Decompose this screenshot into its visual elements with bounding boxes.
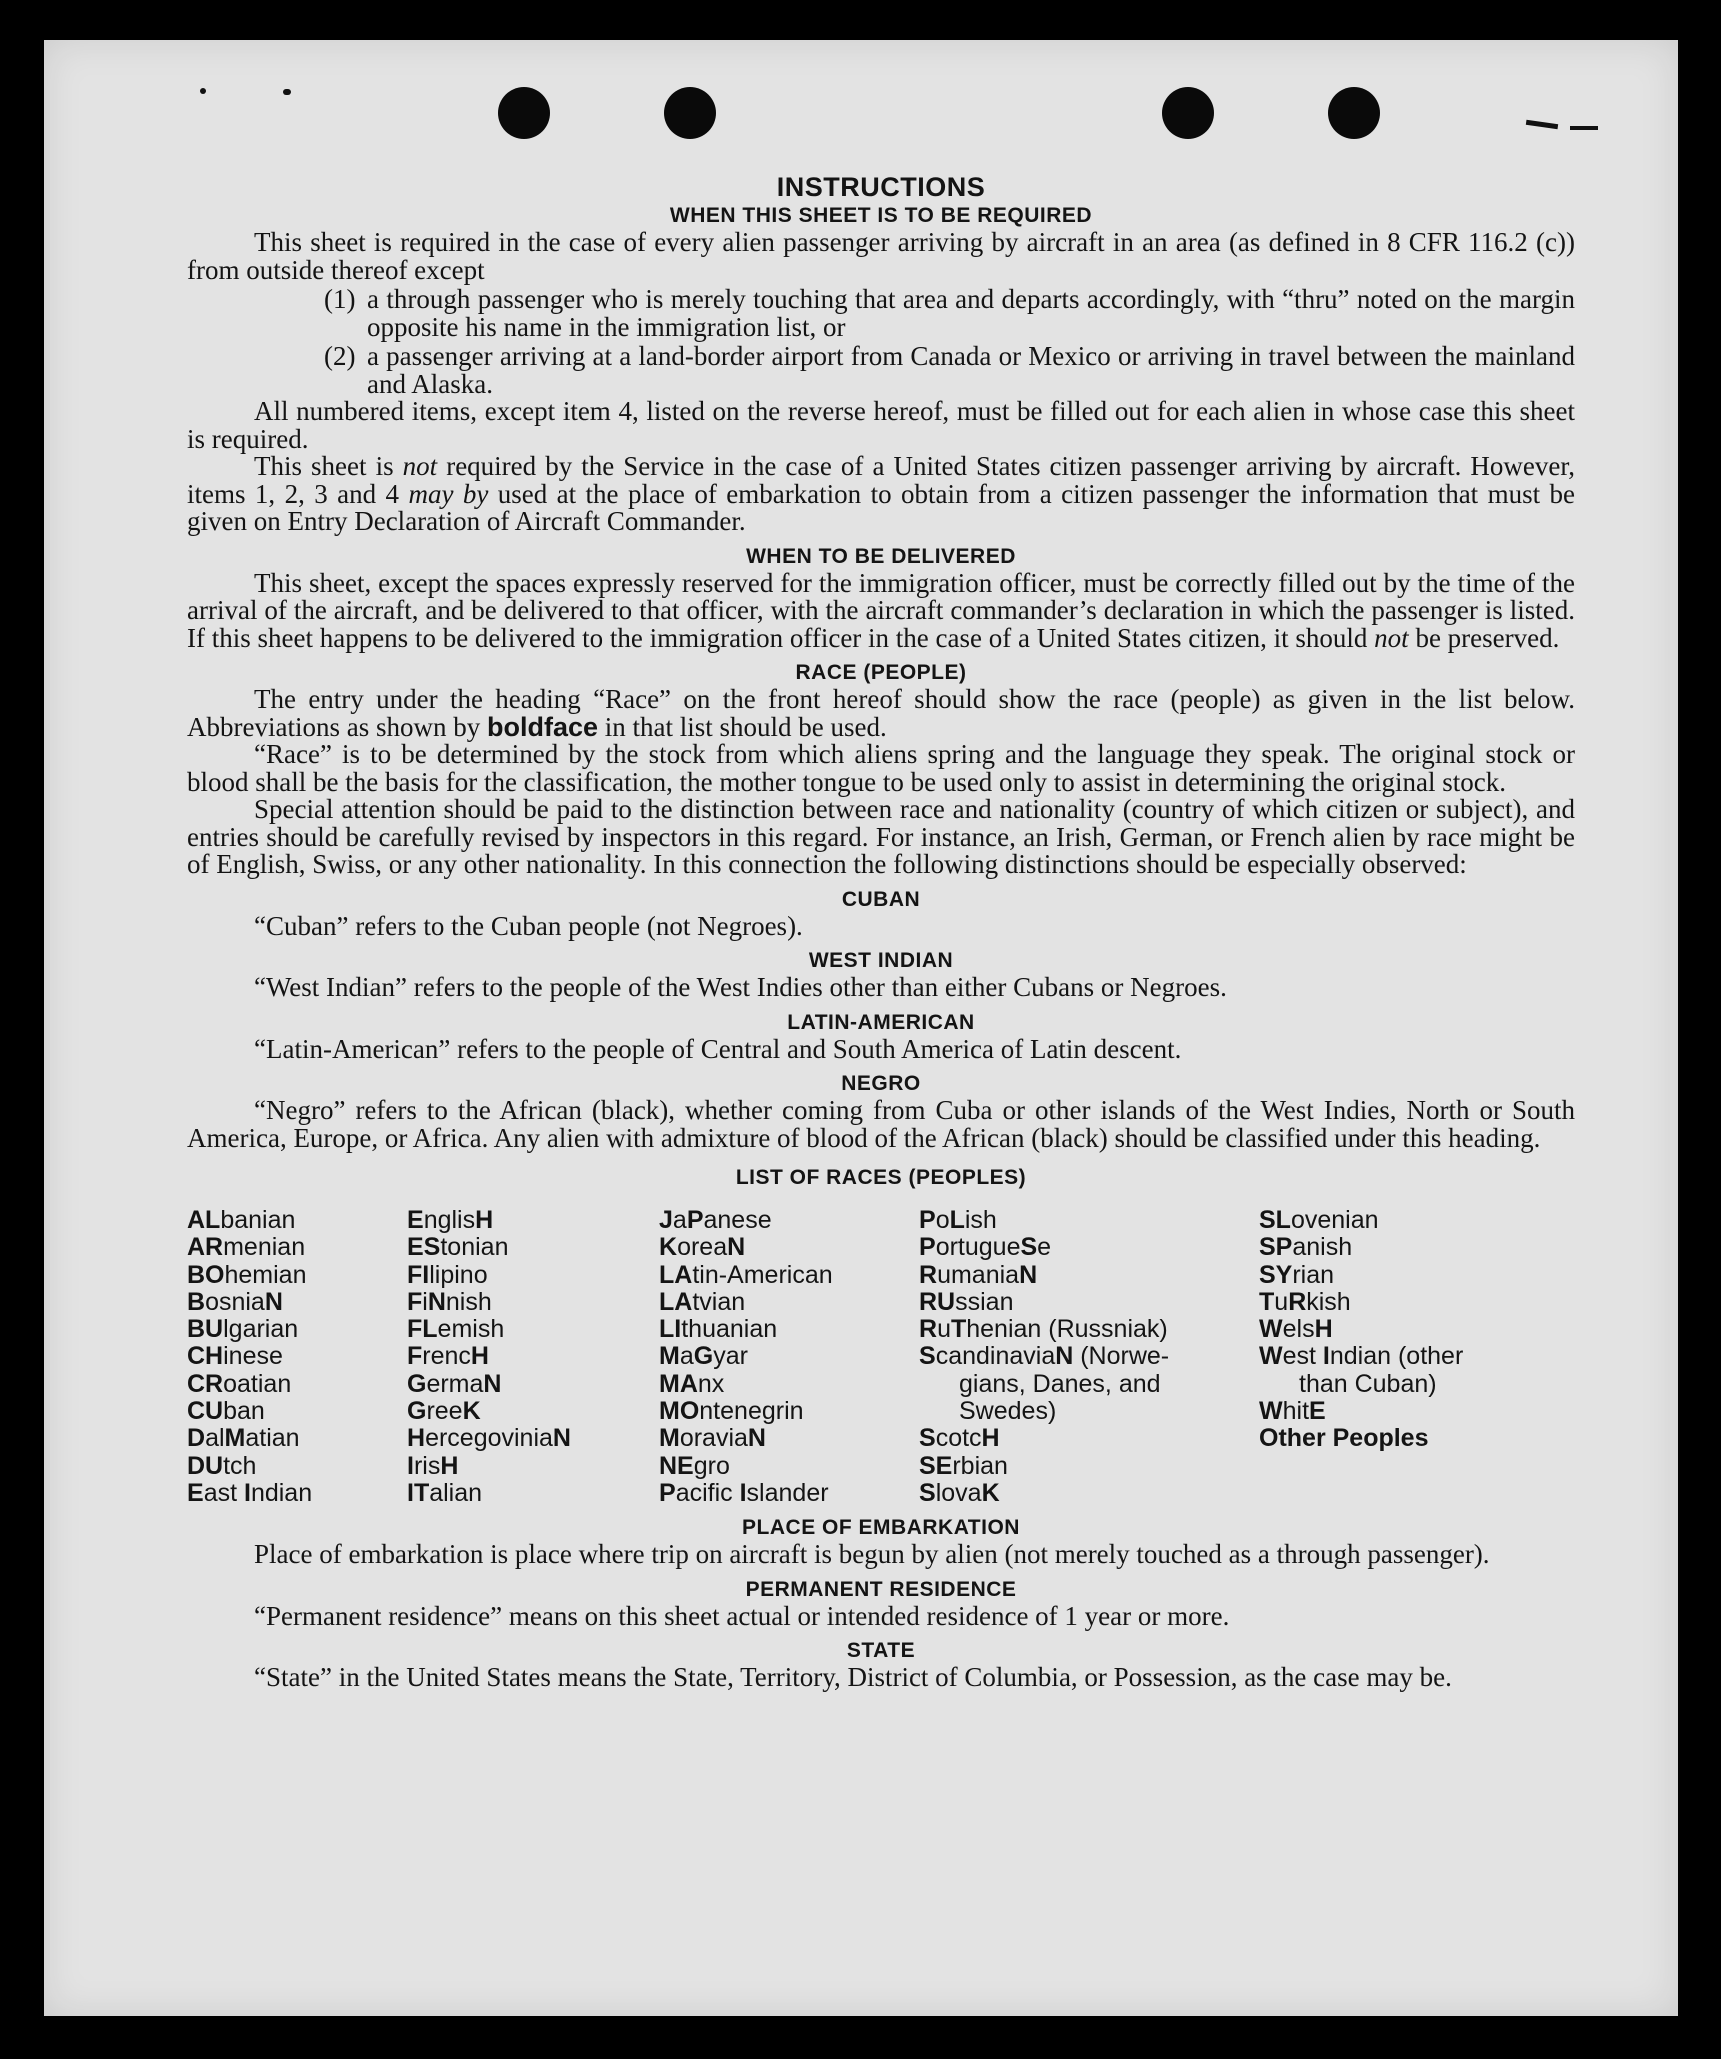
race-abbrev: MO (659, 1397, 700, 1426)
race-abbrev: H (407, 1424, 426, 1453)
page-title: INSTRUCTIONS (776, 172, 986, 202)
race-text: than Cuban) (1299, 1369, 1437, 1398)
paragraph: “West Indian” refers to the people of the West Indies other than either Cubans or Negroes. (254, 972, 1227, 1002)
race-abbrev: M (224, 1424, 246, 1453)
race-abbrev: I (739, 1478, 747, 1507)
race-text: ovenian (1290, 1206, 1379, 1234)
race-text: ortugue (935, 1233, 1021, 1262)
race-abbrev: R (1288, 1287, 1307, 1316)
race-text: hemian (224, 1260, 307, 1289)
race-abbrev: IT (407, 1478, 430, 1507)
race-abbrev: N (727, 1233, 746, 1262)
race-entry (919, 1453, 1259, 1480)
paragraph: “Negro” refers to the African (black), whether coming from Cuba or other islands of the West Indies, North or South America, Europe, or Africa. Any alien with admixture of blood of the African (black) should be classified under this heading. (187, 1095, 1575, 1153)
race-abbrev: W (1259, 1342, 1283, 1371)
race-text: emish (437, 1315, 505, 1344)
race-abbrev: BU (187, 1315, 224, 1344)
race-entry (407, 1262, 659, 1289)
race-abbrev: S (919, 1342, 936, 1371)
race-abbrev: I (243, 1478, 251, 1507)
race-abbrev: NE (659, 1451, 694, 1480)
race-entry (659, 1453, 919, 1480)
race-abbrev: K (659, 1233, 678, 1262)
race-text: els (1282, 1315, 1315, 1344)
race-abbrev: F (407, 1260, 423, 1289)
race-abbrev: T (950, 1315, 967, 1344)
race-text: slander (746, 1478, 829, 1507)
race-abbrev: S (1020, 1233, 1038, 1262)
race-text: yar (713, 1342, 748, 1371)
race-text: lova (935, 1478, 982, 1507)
race-text: oatian (223, 1369, 292, 1398)
race-text: lipino (429, 1260, 488, 1289)
race-abbrev: K (462, 1397, 481, 1426)
race-abbrev: E (407, 1206, 424, 1234)
race-entry (919, 1262, 1259, 1289)
race-text: ercegovinia (425, 1424, 553, 1453)
ink-mark (200, 88, 206, 94)
race-abbrev: N (1055, 1342, 1074, 1371)
paragraph: All numbered items, except item 4, listed on the reverse hereof, must be filled out for each alien in whose case this sheet is required. (187, 396, 1575, 454)
race-entry (407, 1371, 659, 1398)
race-abbrev: ES (407, 1233, 441, 1262)
document-sheet (44, 40, 1678, 2016)
text-run: be preserved. (1408, 622, 1560, 653)
paragraph (187, 567, 1575, 653)
race-text: e (1037, 1233, 1052, 1262)
section-heading: LIST OF RACES (PEOPLES) (735, 1166, 1027, 1189)
race-entry (659, 1207, 919, 1234)
race-text: ree (426, 1397, 463, 1426)
race-text: u (1274, 1287, 1289, 1316)
race-text: ssian (955, 1287, 1014, 1316)
race-entry (1259, 1425, 1575, 1452)
race-text: umania (937, 1260, 1020, 1289)
race-text: candinavia (935, 1342, 1056, 1371)
race-text: rian (1292, 1260, 1335, 1289)
race-entry (1259, 1289, 1575, 1316)
race-text: alian (429, 1478, 483, 1507)
race-entry (659, 1398, 919, 1425)
race-abbrev: P (686, 1206, 704, 1234)
race-text: lgarian (223, 1315, 299, 1344)
race-abbrev: N (1019, 1260, 1038, 1289)
race-text: tin-American (692, 1260, 833, 1289)
paragraph: “Cuban” refers to the Cuban people (not Negroes). (254, 910, 803, 941)
race-abbrev: CU (187, 1397, 224, 1426)
race-entry (187, 1234, 407, 1261)
race-entry (407, 1289, 659, 1316)
race-abbrev: M (659, 1424, 680, 1453)
race-abbrev: W (1259, 1315, 1283, 1344)
race-text: a (679, 1342, 694, 1371)
race-text: nglis (423, 1206, 476, 1234)
race-abbrev: B (187, 1287, 206, 1316)
section-heading: WEST INDIAN (808, 949, 954, 972)
race-abbrev: RU (919, 1287, 956, 1316)
race-entry (407, 1398, 659, 1425)
race-entry (659, 1480, 919, 1507)
race-entry (407, 1207, 659, 1234)
race-entry (919, 1289, 1259, 1316)
paragraph: “Race” is to be determined by the stock from which aliens spring and the language they speak. The original stock or blood shall be the basis for the classification, the mother tongue to be used only to assist in determining the original stock. (187, 739, 1575, 797)
race-abbrev: S (919, 1478, 936, 1507)
race-entry (187, 1371, 407, 1398)
race-text: nx (697, 1369, 725, 1398)
race-entry (407, 1480, 659, 1507)
race-entry (1259, 1234, 1575, 1261)
race-abbrev: SL (1259, 1206, 1291, 1234)
race-entry (1259, 1207, 1575, 1234)
race-abbrev: P (919, 1233, 936, 1262)
race-entry (187, 1316, 407, 1343)
section-heading: WHEN THIS SHEET IS TO BE REQUIRED (669, 204, 1093, 227)
race-abbrev: E (187, 1478, 204, 1507)
race-abbrev: SE (919, 1451, 953, 1480)
race-abbrev: LA (659, 1260, 693, 1289)
race-entry (187, 1207, 407, 1234)
race-text: cotc (935, 1424, 982, 1453)
race-abbrev: N (483, 1369, 502, 1398)
race-text: ris (413, 1451, 441, 1480)
ink-mark (1526, 120, 1558, 129)
race-entry (187, 1453, 407, 1480)
paragraph (187, 453, 1575, 536)
race-abbrev: I (1322, 1342, 1330, 1371)
paragraph: “Latin-American” refers to the people of Central and South America of Latin descent. (254, 1033, 1182, 1064)
race-text: Swedes) (959, 1397, 1057, 1426)
race-entry (1259, 1398, 1575, 1425)
race-text: menian (223, 1233, 306, 1262)
race-abbrev: I (422, 1260, 430, 1289)
race-abbrev: MA (659, 1369, 698, 1398)
item-number: (1) (324, 284, 356, 314)
race-text: est (1282, 1342, 1323, 1371)
race-entry (1259, 1316, 1575, 1343)
race-list (187, 1207, 1575, 1507)
race-entry (407, 1234, 659, 1261)
race-abbrev: DU (187, 1451, 224, 1480)
race-text: tvian (692, 1287, 746, 1316)
text-run: This sheet, except the spaces expressly reserved for the immigration officer, must be correctly filled out by the time of the arrival of the aircraft, and be delivered to that officer, with the aircraft commander’s declaration in which the passenger is listed. If this sheet happens to be delivered to the immigration officer in the case of a United States citizen, it should (187, 567, 1575, 653)
race-abbrev: M (659, 1342, 680, 1371)
race-abbrev: S (919, 1424, 936, 1453)
race-abbrev: N (747, 1424, 766, 1453)
race-entry (919, 1425, 1259, 1452)
section-heading: STATE (846, 1639, 916, 1663)
race-text: erma (426, 1369, 484, 1398)
race-abbrev: I (407, 1451, 414, 1480)
ink-mark (283, 89, 291, 95)
emphasis: not (1374, 622, 1409, 653)
race-entry (187, 1262, 407, 1289)
race-entry (919, 1343, 1259, 1370)
race-entry (659, 1371, 919, 1398)
race-abbrev: H (475, 1206, 494, 1234)
race-text: kish (1306, 1287, 1351, 1316)
race-entry (187, 1289, 407, 1316)
list-item (187, 286, 1575, 341)
race-text: gians, Danes, and (959, 1369, 1161, 1398)
race-text: u (937, 1315, 951, 1344)
race-entry (187, 1425, 407, 1452)
race-column (919, 1207, 1259, 1507)
race-abbrev: F (407, 1342, 423, 1371)
text-run: in that list should be used. (598, 711, 887, 742)
text-run: This sheet is (254, 451, 403, 481)
race-abbrev: G (407, 1369, 427, 1398)
race-abbrev: CH (187, 1342, 224, 1371)
race-column (407, 1207, 659, 1507)
race-abbrev: G (693, 1342, 714, 1371)
race-entry (407, 1453, 659, 1480)
race-entry (919, 1207, 1259, 1234)
race-entry (659, 1234, 919, 1261)
race-abbrev: K (981, 1478, 1000, 1507)
race-text: hit (1282, 1397, 1310, 1426)
race-text: ndian (other (1329, 1342, 1464, 1371)
race-column (187, 1207, 407, 1507)
race-text: renc (422, 1342, 471, 1371)
race-text: gro (693, 1451, 730, 1480)
race-entry (1259, 1262, 1575, 1289)
race-text: nish (445, 1287, 492, 1316)
section-heading: NEGRO (841, 1072, 921, 1095)
race-entry (659, 1289, 919, 1316)
race-text: osnia (205, 1287, 265, 1316)
bold-text: boldface (486, 711, 598, 742)
race-abbrev: D (187, 1424, 206, 1453)
race-column (659, 1207, 919, 1507)
race-abbrev: H (981, 1424, 1000, 1453)
item-text: a through passenger who is merely touching that area and departs accordingly, with “thru” noted on the margin opposite his name in the immigration list, or (367, 284, 1575, 342)
race-entry (919, 1234, 1259, 1261)
race-abbrev: H (470, 1342, 489, 1371)
race-entry (919, 1398, 1259, 1425)
race-abbrev: H (440, 1451, 459, 1480)
race-abbrev: P (659, 1478, 676, 1507)
race-text: ntenegrin (699, 1397, 804, 1426)
race-abbrev: FL (407, 1315, 438, 1344)
race-entry (187, 1480, 407, 1507)
race-abbrev: SY (1259, 1260, 1293, 1289)
race-text: rbian (952, 1451, 1008, 1480)
race-text: inese (223, 1342, 283, 1371)
section-heading: WHEN TO BE DELIVERED (746, 544, 1016, 568)
race-text: a (672, 1206, 687, 1234)
race-entry (407, 1316, 659, 1343)
race-entry (919, 1371, 1259, 1398)
race-text: ish (964, 1206, 997, 1234)
list-item (187, 343, 1575, 398)
instructions-body (187, 132, 1575, 1692)
race-abbrev: LI (659, 1315, 682, 1344)
race-entry (919, 1480, 1259, 1507)
race-abbrev: N (552, 1424, 571, 1453)
race-text: acific (675, 1478, 740, 1507)
paragraph: “Permanent residence” means on this sheet actual or intended residence of 1 year or more. (254, 1600, 1230, 1631)
race-abbrev: AL (187, 1206, 221, 1234)
race-abbrev: P (919, 1206, 936, 1234)
race-abbrev: G (407, 1397, 427, 1426)
race-abbrev: N (264, 1287, 283, 1316)
ink-mark (1570, 126, 1598, 130)
race-abbrev: LA (659, 1287, 693, 1316)
section-heading: LATIN-AMERICAN (787, 1010, 975, 1034)
race-text: ban (223, 1397, 265, 1426)
race-text: ndian (250, 1478, 313, 1507)
race-text: al (205, 1424, 225, 1453)
race-abbrev: F (407, 1287, 423, 1316)
race-entry (659, 1343, 919, 1370)
race-text: o (935, 1206, 950, 1234)
text-run: used at the place of embarkation to obtain from a citizen passenger the information that must be given on Entry Declaration of Aircraft Commander. (187, 478, 1576, 536)
race-entry (187, 1343, 407, 1370)
paragraph (187, 686, 1575, 741)
race-column (1259, 1207, 1575, 1507)
text-run: required by the Service in the case of a United States citizen passenger arriving by aircraft. However, items 1, 2, 3 and 4 (187, 451, 1575, 509)
race-text: i (422, 1287, 428, 1316)
race-abbrev: J (659, 1206, 673, 1234)
paragraph: “State” in the United States means the State, Territory, District of Columbia, or Possession, as the case may be. (254, 1662, 1452, 1693)
race-abbrev: SP (1259, 1233, 1293, 1262)
race-abbrev: Other Peoples (1259, 1424, 1429, 1453)
race-abbrev: R (919, 1260, 938, 1289)
race-abbrev: T (1259, 1287, 1275, 1316)
section-heading: PERMANENT RESIDENCE (745, 1577, 1017, 1601)
race-text: ast (203, 1478, 244, 1507)
race-text: thuanian (681, 1315, 778, 1344)
race-entry (659, 1425, 919, 1452)
race-abbrev: CR (187, 1369, 224, 1398)
race-text: anish (1292, 1233, 1353, 1262)
paragraph: Special attention should be paid to the distinction between race and nationality (country of which citizen or subject), and entries should be carefully revised by inspectors in this regard. For instance, an Irish, German, or French alien by race might be of English, Swiss, or any other nationality. In this connection the following distinctions should be especially observed: (187, 794, 1575, 879)
race-text: atian (245, 1424, 300, 1453)
race-entry (919, 1316, 1259, 1343)
section-heading: CUBAN (841, 887, 921, 911)
section-heading: PLACE OF EMBARKATION (742, 1516, 1020, 1540)
paragraph: This sheet is required in the case of every alien passenger arriving by aircraft in an area (as defined in 8 CFR 116.2 (c)) from outside thereof except (187, 227, 1575, 285)
emphasis: not (402, 451, 438, 481)
race-entry (187, 1398, 407, 1425)
race-entry (1259, 1371, 1575, 1398)
emphasis: may by (408, 478, 489, 509)
race-text: henian (Russniak) (966, 1315, 1168, 1344)
section-heading: RACE (PEOPLE) (795, 661, 967, 684)
race-entry (1259, 1343, 1575, 1370)
paragraph: Place of embarkation is place where trip on aircraft is begun by alien (not merely touched as a through passenger). (254, 1539, 1490, 1570)
race-entry (407, 1343, 659, 1370)
race-text: (Norwe- (1073, 1342, 1170, 1371)
race-abbrev: E (1309, 1397, 1326, 1426)
race-text: banian (220, 1206, 296, 1234)
race-text: tch (223, 1451, 257, 1480)
race-entry (407, 1425, 659, 1452)
race-abbrev: W (1259, 1397, 1283, 1426)
race-abbrev: R (919, 1315, 938, 1344)
race-entry (659, 1262, 919, 1289)
race-text: anese (703, 1206, 772, 1234)
text-run: The entry under the heading “Race” on the front hereof should show the race (people) as given in the list below. Abbreviations as shown by (187, 684, 1575, 742)
race-abbrev: H (1314, 1315, 1333, 1344)
item-text: a passenger arriving at a land-border airport from Canada or Mexico or arriving in travel between the mainland and Alaska. (367, 341, 1575, 399)
race-abbrev: N (427, 1287, 446, 1316)
race-abbrev: AR (187, 1233, 224, 1262)
race-text: tonian (440, 1233, 509, 1262)
race-text: orea (677, 1233, 728, 1262)
race-abbrev: L (949, 1206, 965, 1234)
race-text: oravia (679, 1424, 748, 1453)
item-number: (2) (324, 341, 356, 371)
race-abbrev: BO (187, 1260, 225, 1289)
race-entry (659, 1316, 919, 1343)
